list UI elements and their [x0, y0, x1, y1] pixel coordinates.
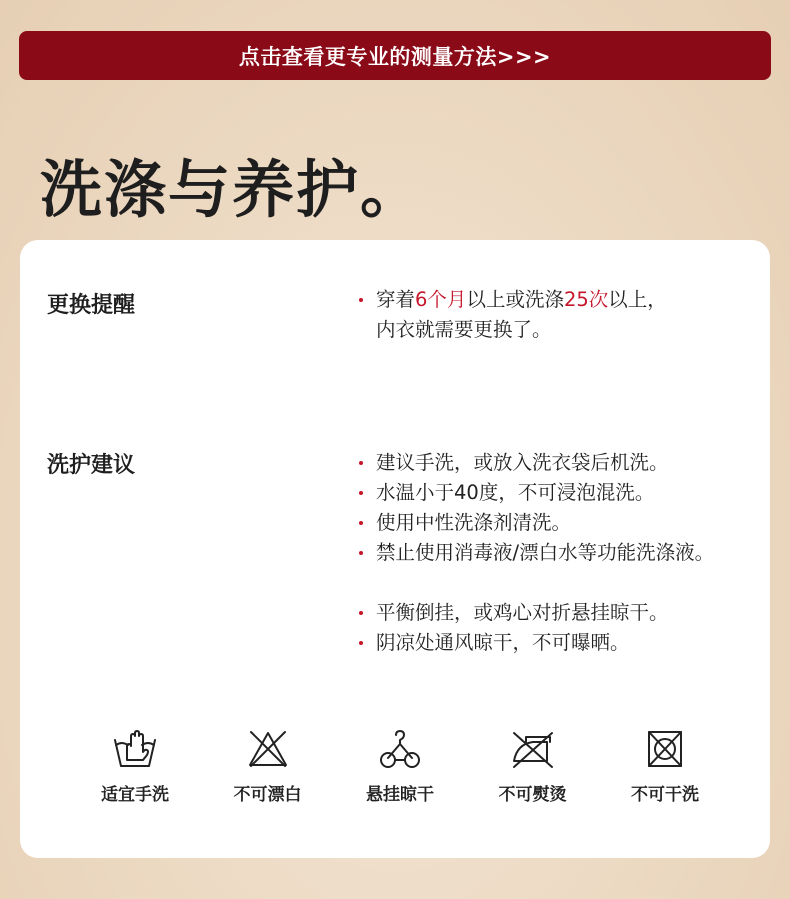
care-item-hand-wash — [80, 728, 190, 805]
highlight-washes: 25次 — [563, 288, 609, 311]
list-item: 使用中性洗涤剂清洗。 — [356, 508, 714, 538]
measurement-guide-banner[interactable] — [19, 31, 771, 80]
care-label: 不可干洗 — [631, 785, 699, 805]
care-item-no-bleach — [213, 728, 323, 805]
replace-reminder-list — [356, 285, 667, 345]
list-item: 水温小于40度，不可浸泡混洗。 — [356, 478, 714, 508]
list-item: 建议手洗，或放入洗衣袋后机洗。 — [356, 448, 714, 478]
care-label: 悬挂晾干 — [366, 785, 434, 805]
care-label: 适宜手洗 — [101, 785, 169, 805]
hang-dry-icon — [377, 728, 423, 770]
list-item-continuation: 内衣就需要更换了。 — [376, 318, 552, 341]
care-icons-row — [80, 728, 720, 805]
no-iron-icon — [510, 728, 556, 770]
care-item-no-dry-clean — [610, 728, 720, 805]
hand-wash-icon — [112, 728, 158, 770]
highlight-months: 6个月 — [415, 288, 467, 311]
list-item: 禁止使用消毒液/漂白水等功能洗涤液。 — [356, 538, 714, 568]
no-bleach-icon — [245, 728, 291, 770]
list-item: 穿着6个月以上或洗涤25次以上， — [356, 285, 667, 315]
page-title: 洗涤与养护。 — [40, 153, 425, 226]
care-advice-list — [356, 448, 714, 658]
banner-text: 点击查看更专业的测量方法>>> — [238, 44, 552, 69]
care-item-hang-dry — [345, 728, 455, 805]
care-item-no-iron — [478, 728, 588, 805]
care-label: 不可熨烫 — [498, 785, 567, 805]
no-dry-clean-icon — [642, 728, 688, 770]
care-label: 不可漂白 — [233, 785, 302, 805]
replace-reminder-label: 更换提醒 — [47, 293, 136, 318]
care-advice-label: 洗护建议 — [47, 453, 136, 478]
list-item: 平衡倒挂，或鸡心对折悬挂晾干。 — [356, 598, 714, 628]
list-item: 阴凉处通风晾干，不可曝晒。 — [356, 628, 714, 658]
care-card — [20, 240, 770, 858]
